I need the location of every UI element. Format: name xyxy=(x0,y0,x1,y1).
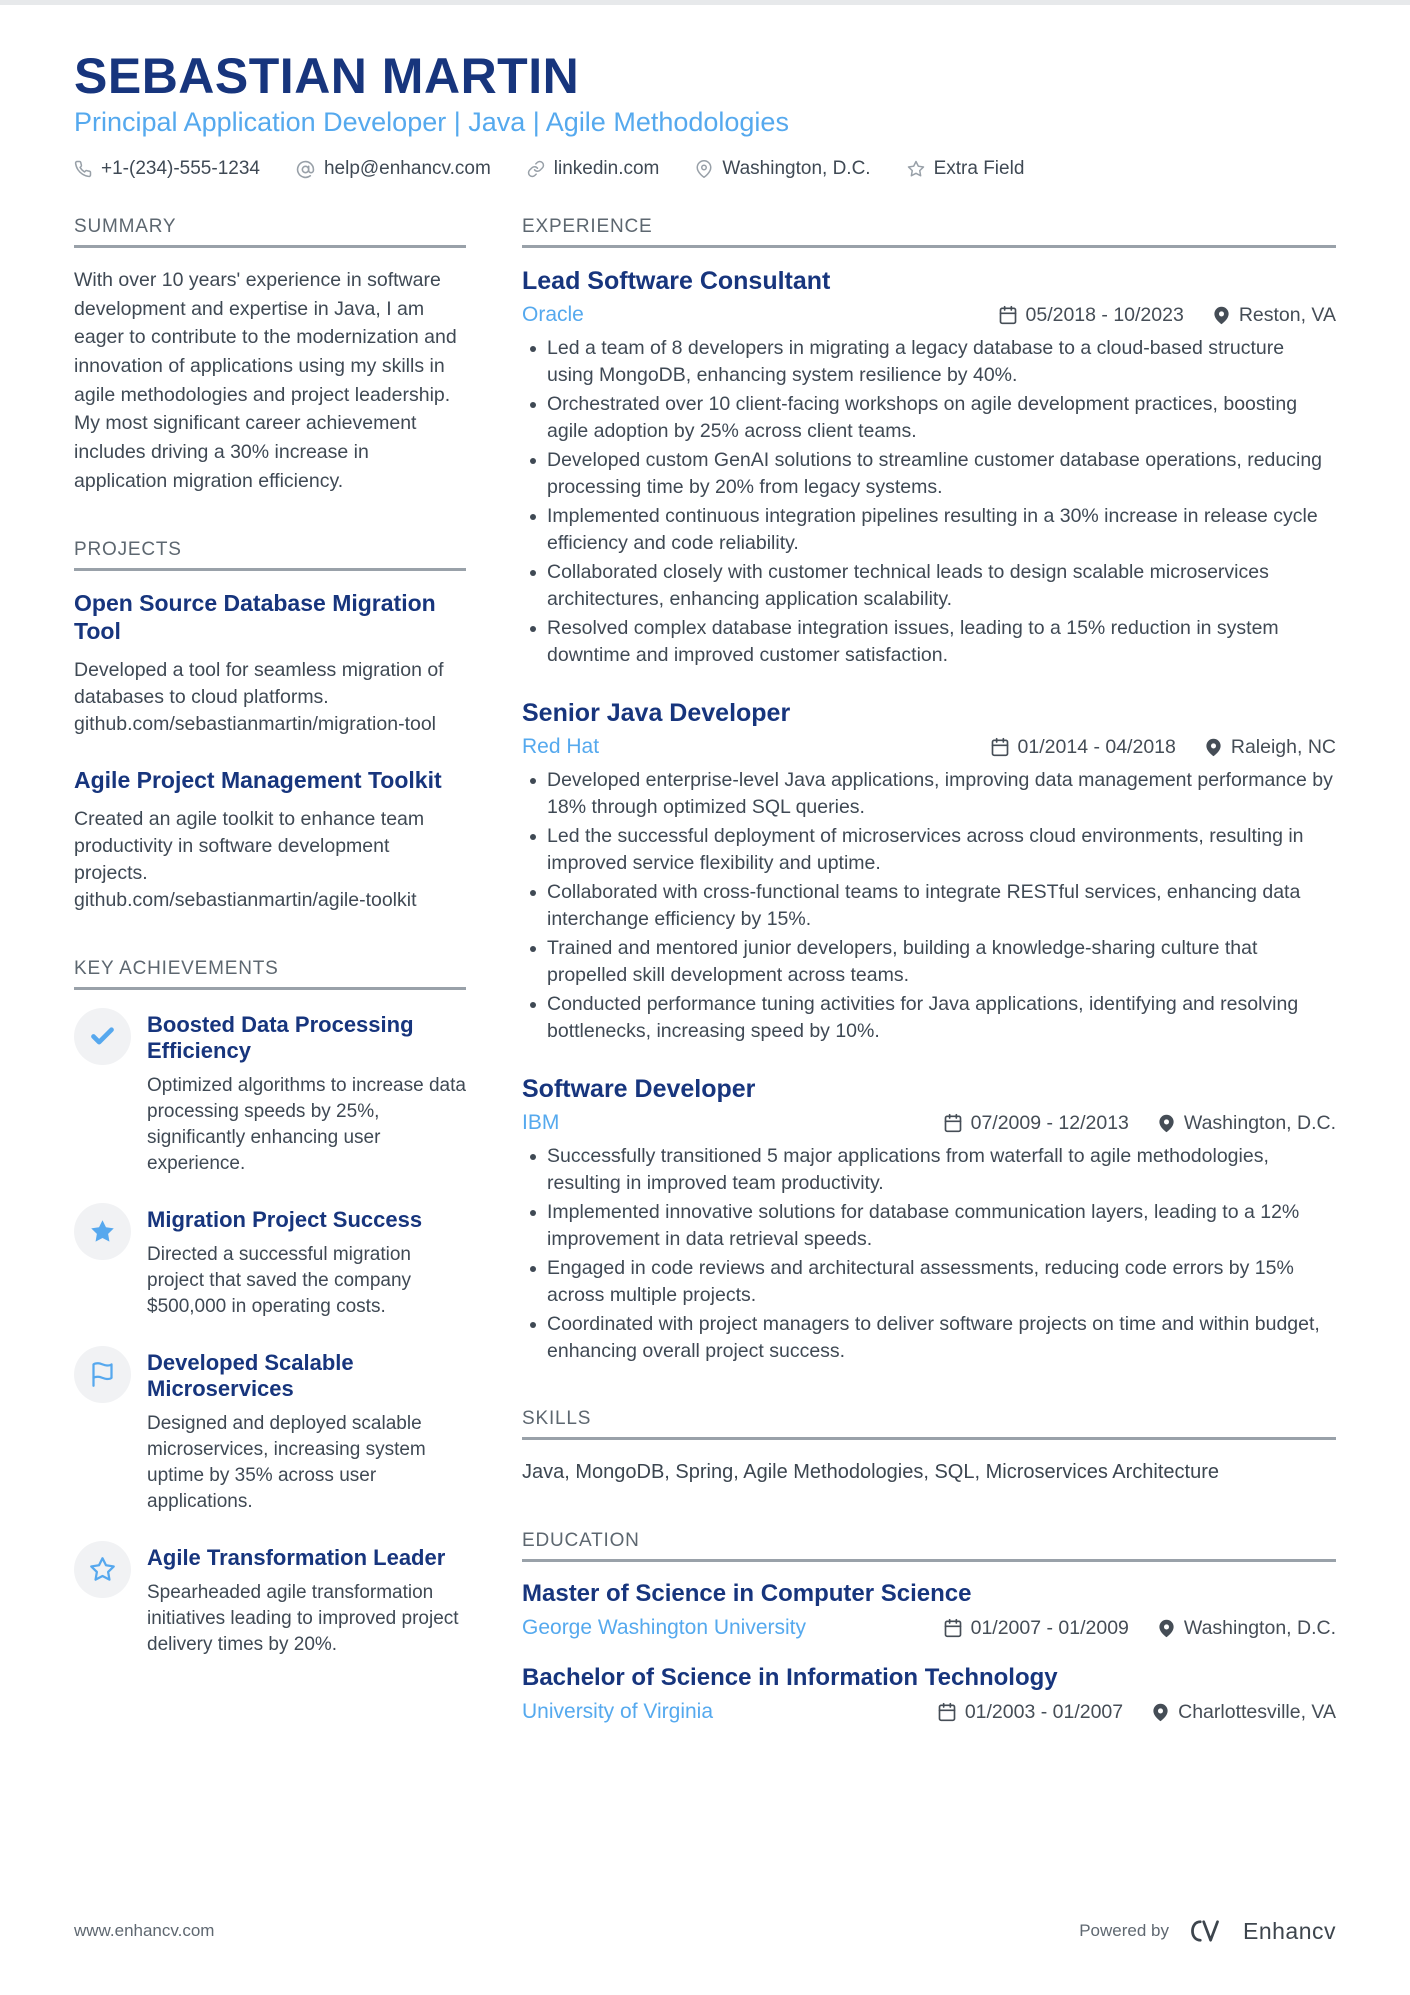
person-name: SEBASTIAN MARTIN xyxy=(74,48,580,104)
contact-website[interactable] xyxy=(527,158,660,180)
education-dates-label: 01/2003 - 01/2007 xyxy=(964,1700,1124,1723)
flag-icon xyxy=(89,1361,116,1388)
calendar-icon xyxy=(937,1702,957,1722)
job-meta-row xyxy=(522,1111,1336,1135)
calendar-icon xyxy=(943,1113,963,1133)
achievement-badge xyxy=(74,1203,131,1260)
powered-by-block[interactable] xyxy=(1079,1917,1336,1945)
job-location-label: Washington, D.C. xyxy=(1183,1111,1336,1134)
achievement-item xyxy=(74,1541,466,1658)
experience-entry xyxy=(522,698,1336,1044)
job-location xyxy=(1212,304,1336,327)
bullet-item: Implemented continuous integration pipelines resulting in a 30% increase in release cycle efficiency and code reliability. xyxy=(522,503,1336,556)
degree-title: Bachelor of Science in Information Technology xyxy=(522,1664,1058,1692)
link-icon xyxy=(527,160,545,178)
education-entry xyxy=(522,1580,1336,1640)
project-title: Open Source Database Migration Tool xyxy=(74,590,436,645)
education-entry xyxy=(522,1664,1336,1724)
company-name: Red Hat xyxy=(522,735,600,759)
summary-heading: SUMMARY xyxy=(74,216,466,248)
calendar-icon xyxy=(990,737,1010,757)
calendar-icon xyxy=(998,305,1018,325)
contact-extra-field xyxy=(907,158,1025,180)
education-location-label: Washington, D.C. xyxy=(1183,1616,1336,1639)
footer-site-link[interactable]: www.enhancv.com xyxy=(74,1921,215,1940)
bullet-item: Developed enterprise-level Java applications, improving data management performance by 18% through optimized SQL queries. xyxy=(522,767,1336,820)
education-dates-label: 01/2007 - 01/2009 xyxy=(970,1616,1129,1639)
project-description: Created an agile toolkit to enhance team productivity in software development projects. xyxy=(74,808,425,884)
job-location-label: Reston, VA xyxy=(1238,303,1336,326)
achievement-badge xyxy=(74,1008,131,1065)
skills-text: Java, MongoDB, Spring, Agile Methodologies, SQL, Microservices Architecture xyxy=(522,1461,1219,1484)
bullet-item: Resolved complex database integration issues, leading to a 15% reduction in system downtime and improved customer satisfaction. xyxy=(522,615,1336,668)
location-icon xyxy=(695,160,713,178)
achievement-text: Directed a successful migration project that saved the company $500,000 in operating costs. xyxy=(147,1243,412,1317)
location-pin-icon xyxy=(1157,1114,1176,1133)
bullet-item: Trained and mentored junior developers, building a knowledge-sharing culture that propelled skill development across teams. xyxy=(522,935,1336,988)
contact-location xyxy=(695,158,870,180)
bullet-item: Conducted performance tuning activities for Java applications, identifying and resolving bottlenecks, increasing speed by 10%. xyxy=(522,991,1336,1044)
job-dates-label: 05/2018 - 10/2023 xyxy=(1025,303,1184,326)
project-link: github.com/sebastianmartin/agile-toolkit xyxy=(74,888,417,911)
education-heading: EDUCATION xyxy=(522,1530,1336,1562)
contact-email[interactable] xyxy=(296,158,491,180)
powered-by-label: Powered by xyxy=(1079,1921,1169,1940)
achievement-text: Spearheaded agile transformation initiatives leading to improved project delivery times by 20%. xyxy=(147,1581,459,1655)
job-title: Lead Software Consultant xyxy=(522,267,831,295)
summary-text: With over 10 years' experience in software development and expertise in Java, I am eager to contribute to the modernization and innovation of applications using my skills in agile methodologies and project leadership. My most significant career achievement includes driving a 30% increase in application migration efficiency. xyxy=(74,269,457,492)
degree-title: Master of Science in Computer Science xyxy=(522,1580,972,1608)
experience-entry xyxy=(522,266,1336,668)
bullet-item: Collaborated with cross-functional teams to integrate RESTful services, enhancing data interchange efficiency by 15%. xyxy=(522,879,1336,932)
job-bullet-list xyxy=(522,1143,1336,1364)
location-pin-icon xyxy=(1151,1703,1170,1722)
job-location-label: Raleigh, NC xyxy=(1230,735,1336,758)
education-meta-row xyxy=(522,1700,1336,1724)
education-dates xyxy=(937,1701,1123,1724)
job-bullet-list xyxy=(522,767,1336,1044)
skills-section xyxy=(522,1408,1336,1486)
experience-entry xyxy=(522,1074,1336,1364)
job-dates-label: 01/2014 - 04/2018 xyxy=(1017,735,1176,758)
job-title: Senior Java Developer xyxy=(522,699,791,728)
job-title: Software Developer xyxy=(522,1075,756,1104)
star-outline-icon xyxy=(89,1556,116,1583)
location-pin-icon xyxy=(1212,306,1231,325)
bullet-item: Developed custom GenAI solutions to streamline customer database operations, reducing processing time by 20% from legacy systems. xyxy=(522,447,1336,500)
education-meta-row xyxy=(522,1616,1336,1640)
job-location xyxy=(1204,736,1336,759)
achievement-title: Boosted Data Processing Efficiency xyxy=(147,1011,414,1063)
job-bullet-list xyxy=(522,335,1336,668)
contact-extra-label: Extra Field xyxy=(933,158,1025,179)
calendar-icon xyxy=(943,1618,963,1638)
achievements-section xyxy=(74,958,466,1658)
projects-section xyxy=(74,539,466,913)
bullet-item: Led the successful deployment of microservices across cloud environments, resulting in improved service flexibility and uptime. xyxy=(522,823,1336,876)
education-location xyxy=(1157,1617,1336,1640)
contact-email-label: help@enhancv.com xyxy=(323,158,491,179)
skills-heading: SKILLS xyxy=(522,1408,1336,1440)
contact-phone-label: +1-(234)-555-1234 xyxy=(101,158,260,179)
bullet-item: Led a team of 8 developers in migrating a legacy database to a cloud-based structure using MongoDB, enhancing system resilience by 40%. xyxy=(522,335,1336,388)
project-link: github.com/sebastianmartin/migration-tool xyxy=(74,713,437,736)
phone-icon xyxy=(74,160,92,178)
job-dates-label: 07/2009 - 12/2013 xyxy=(970,1111,1129,1134)
star-filled-icon xyxy=(89,1218,116,1245)
job-location xyxy=(1157,1112,1336,1135)
page-footer xyxy=(74,1917,1336,1945)
bullet-item: Orchestrated over 10 client-facing workshops on agile development practices, boosting agile adoption by 25% across client teams. xyxy=(522,391,1336,444)
bullet-item: Implemented innovative solutions for database communication layers, leading to a 12% improvement in data retrieval speeds. xyxy=(522,1199,1336,1252)
education-location xyxy=(1151,1701,1336,1724)
page-top-edge xyxy=(0,0,1410,5)
location-pin-icon xyxy=(1204,738,1223,757)
achievement-text: Optimized algorithms to increase data processing speeds by 25%, significantly enhancing user experience. xyxy=(147,1074,466,1174)
school-name: George Washington University xyxy=(522,1616,807,1640)
enhancv-logo-icon xyxy=(1183,1917,1229,1945)
at-icon xyxy=(296,160,315,179)
achievement-item xyxy=(74,1346,466,1515)
person-job-title: Principal Application Developer | Java | Agile Methodologies xyxy=(74,107,789,137)
job-dates xyxy=(998,304,1184,327)
resume-header xyxy=(74,50,1336,180)
job-dates xyxy=(943,1112,1129,1135)
brand-name: Enhancv xyxy=(1242,1917,1336,1944)
star-icon xyxy=(907,160,925,178)
achievement-badge xyxy=(74,1541,131,1598)
education-location-label: Charlottesville, VA xyxy=(1178,1700,1336,1723)
education-dates xyxy=(943,1617,1129,1640)
achievement-title: Agile Transformation Leader xyxy=(147,1544,446,1570)
right-column xyxy=(522,216,1336,1768)
job-dates xyxy=(990,736,1176,759)
location-pin-icon xyxy=(1157,1619,1176,1638)
achievement-title: Migration Project Success xyxy=(147,1206,423,1232)
summary-section xyxy=(74,216,466,495)
achievement-text: Designed and deployed scalable microservices, increasing system uptime by 35% across user applications. xyxy=(147,1412,426,1512)
check-icon xyxy=(89,1023,116,1050)
contact-phone[interactable] xyxy=(74,158,260,180)
bullet-item: Collaborated closely with customer technical leads to design scalable microservices architectures, enhancing application scalability. xyxy=(522,559,1336,612)
contact-website-label: linkedin.com xyxy=(553,158,660,179)
contact-location-label: Washington, D.C. xyxy=(722,158,871,179)
project-item xyxy=(74,589,466,738)
achievement-item xyxy=(74,1008,466,1177)
job-meta-row xyxy=(522,303,1336,327)
school-name: University of Virginia xyxy=(522,1700,714,1724)
project-title: Agile Project Management Toolkit xyxy=(74,767,442,794)
achievement-title: Developed Scalable Microservices xyxy=(147,1349,354,1401)
contact-row xyxy=(74,158,1336,180)
project-item xyxy=(74,766,466,914)
bullet-item: Coordinated with project managers to deliver software projects on time and within budget, enhancing overall project success. xyxy=(522,1311,1336,1364)
job-meta-row xyxy=(522,735,1336,759)
project-description: Developed a tool for seamless migration of databases to cloud platforms. xyxy=(74,659,444,709)
experience-heading: EXPERIENCE xyxy=(522,216,1336,248)
achievement-badge xyxy=(74,1346,131,1403)
education-section xyxy=(522,1530,1336,1724)
achievements-heading: KEY ACHIEVEMENTS xyxy=(74,958,466,990)
bullet-item: Engaged in code reviews and architectural assessments, reducing code errors by 15% across multiple projects. xyxy=(522,1255,1336,1308)
company-name: Oracle xyxy=(522,303,584,326)
bullet-item: Successfully transitioned 5 major applications from waterfall to agile methodologies, resulting in improved team productivity. xyxy=(522,1143,1336,1196)
projects-heading: PROJECTS xyxy=(74,539,466,571)
achievement-item xyxy=(74,1203,466,1320)
left-column xyxy=(74,216,466,1768)
experience-section xyxy=(522,216,1336,1364)
company-name: IBM xyxy=(522,1111,560,1135)
